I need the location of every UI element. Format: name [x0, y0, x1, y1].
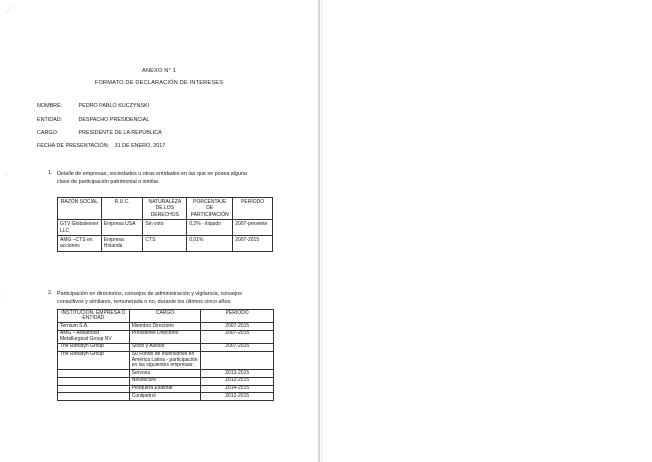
info-label: FECHA DE PRESENTACIÓN:: [37, 143, 110, 149]
table-cell: Empresa Holanda: [101, 236, 143, 252]
section-1-text-line: clase de participación patrimonial o similar.: [57, 179, 160, 185]
table-cell: 2013-2015: [201, 370, 274, 378]
table-cell: GTV Globalexnet LLC: [58, 220, 102, 236]
table-cell: 2007-2015: [201, 343, 274, 351]
table-cell: 0,01%: [187, 236, 233, 252]
table-row: [58, 393, 274, 401]
table-row: [58, 323, 274, 331]
column-header: NATURALEZA DE LOS DERECHOS: [143, 198, 187, 220]
table-row: [58, 343, 274, 351]
table-cell: [58, 393, 130, 401]
section-2-description: [57, 290, 242, 306]
table-row: [58, 351, 274, 370]
info-row-date: [37, 143, 165, 149]
section-2-number: 2.: [48, 290, 53, 296]
column-header: PERÍODO: [201, 310, 274, 323]
table-header-row: [58, 310, 274, 323]
table-row: [58, 236, 273, 252]
table-cell: 2007-2015: [233, 236, 273, 252]
table-cell: The Rohatyn Group: [58, 343, 130, 351]
info-label: CARGO:: [37, 130, 59, 136]
table-cell: [58, 385, 130, 393]
table-header-row: [58, 198, 273, 220]
table-cell: 2012-2015: [201, 377, 274, 385]
scan-artifact: ⁘: [4, 173, 10, 179]
page-divider: [318, 0, 320, 462]
table-cell: 2007-2015: [201, 330, 274, 343]
table-cell: Neosecure: [129, 377, 201, 385]
section-2-text-line: Participación en directorios, consejos de administración y vigilancia, consejos: [57, 291, 242, 297]
document-title: FORMATO DE DECLARACIÓN DE INTERESES: [94, 80, 224, 86]
column-header: PORCENTAJE DE PARTICIPACIÓN: [187, 198, 233, 220]
table-cell: AMG –CTS en acciones: [58, 236, 102, 252]
column-header: CARGO: [129, 310, 201, 323]
table-cell: The Rohatyn Group: [58, 351, 130, 370]
info-row-entity: [37, 117, 149, 123]
info-label: NOMBRE:: [37, 103, 63, 109]
section-1-number: 1.: [48, 170, 53, 176]
table-cell: [58, 377, 130, 385]
table-cell: Conlipetrol: [129, 393, 201, 401]
table-cell: AMG – Advanced Metallurgical Group NV: [58, 330, 130, 343]
table-row: [58, 330, 274, 343]
info-row-position: [37, 130, 162, 136]
column-header: R.U.C.: [101, 198, 143, 220]
table-cell: 2007-2015: [201, 323, 274, 331]
info-value: PRESIDENTE DE LA REPÚBLICA: [78, 130, 162, 136]
table-cell: Ternium S.A.: [58, 323, 130, 331]
info-row-name: [37, 103, 149, 109]
table-cell: [201, 351, 274, 370]
equity-participation-table: [57, 197, 273, 252]
annex-label: ANEXO N° 1: [141, 68, 177, 74]
table-row: [58, 377, 274, 385]
table-cell: Empresa USA: [101, 220, 143, 236]
info-value: PEDRO PABLO KUCZYNSKI: [78, 103, 150, 109]
table-cell: Su Fondo de Inversiones en América Latina - participación en las siguientes empresas:: [129, 351, 201, 370]
info-value: DESPACHO PRESIDENCIAL: [78, 117, 150, 123]
table-cell: Pesquera Exalmar: [129, 385, 201, 393]
table-cell: Presidente Directorio: [129, 330, 201, 343]
table-cell: Socio y Asesor: [129, 343, 201, 351]
table-row: [58, 385, 274, 393]
table-cell: 2014-2015: [201, 385, 274, 393]
page-divider: [321, 0, 322, 462]
table-cell: Servosa: [129, 370, 201, 378]
section-2-text-line: consultivos y similares, remunerada o no, durante los últimos cinco años.: [57, 299, 232, 305]
section-1-text-line: Detalle de empresas, sociedades u otras entidades en las que se posea alguna: [57, 171, 247, 177]
scan-artifact: ⁚: [5, 295, 7, 301]
table-cell: 2007-presente: [233, 220, 273, 236]
section-1-description: [57, 170, 247, 186]
table-row: [58, 370, 274, 378]
info-label: ENTIDAD:: [37, 117, 63, 123]
scan-artifact: ⋰ ·: [6, 7, 16, 13]
table-cell: [58, 370, 130, 378]
table-cell: Miembro Directorio: [129, 323, 201, 331]
column-header: RAZÓN SOCIAL: [58, 198, 102, 220]
column-header: PERÍODO: [233, 198, 273, 220]
column-header: INSTITUCION, EMPRESA O ENTIDAD: [58, 310, 130, 323]
info-value: 31 DE ENERO, 2017: [114, 143, 166, 149]
table-cell: Sin voto: [143, 220, 187, 236]
table-cell: 0,2% - ilíquido: [187, 220, 233, 236]
table-row: [58, 220, 273, 236]
table-cell: CTS: [143, 236, 187, 252]
table-cell: 2012-2015: [201, 393, 274, 401]
board-participation-table: [57, 309, 274, 401]
